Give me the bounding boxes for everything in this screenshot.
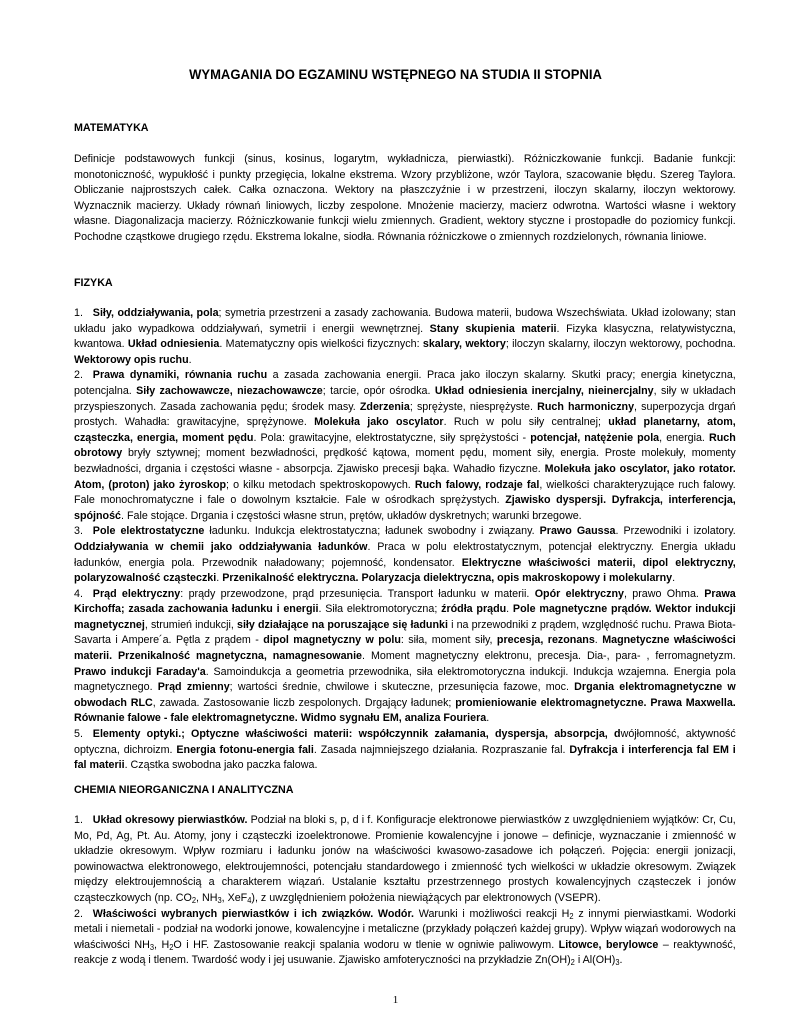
bold-term: Magnetyczne właściwości materii. Przenikalność magnetyczna, namagnesowanie <box>74 634 736 663</box>
bold-term: Energia fotonu-energia fali <box>176 743 314 756</box>
chemia-list <box>74 813 736 969</box>
bold-term: precesja, rezonans <box>496 634 595 647</box>
text-run: ładunku. Indukcja elektrostatyczna; ładunek swobodny i związany. <box>204 525 540 538</box>
bold-term: Prąd zmienny <box>157 681 230 694</box>
subscript: 2 <box>570 958 575 968</box>
text-run: . <box>188 353 192 366</box>
text-run: , superpozycja drgań prostych. Wahadła: grawitacyjne, sprężynowe. <box>74 400 736 429</box>
bold-term: Pole magnetyczne prądów. Wektor indukcji magnetycznej <box>74 603 736 631</box>
text-run: . <box>216 572 223 585</box>
text-run: . Ruch w polu siły centralnej; <box>443 416 609 429</box>
text-run: wójłomność, aktywność optyczna, dichroizm. <box>74 728 736 756</box>
section-heading-matematyka: MATEMATYKA <box>74 122 149 134</box>
item-number: 1. <box>74 307 83 319</box>
bold-term: Elektryczne właściwości materii, dipol elektryczny, polaryzowalność cząsteczki <box>74 556 736 585</box>
text-run: ; o kilku metodach spektroskopowych. <box>226 478 415 491</box>
section-heading-chemia: CHEMIA NIEORGANICZNA I ANALITYCZNA <box>74 784 294 796</box>
text-run: i na przewodniki z prądem, względność ruchu. Prawa Biota-Savarta i Ampere´a. Pętla z prądem - <box>74 618 736 647</box>
text-run: , strumień indukcji, <box>144 618 237 631</box>
item-number: 3. <box>74 525 83 538</box>
fizyka-item-2 <box>74 368 736 524</box>
text-run: , wielkości charakteryzujące ruch falowy. Fale monochromatyczne i fale o dowolnym kształcie. Fale w ośrodkach sprężystych. <box>74 478 736 507</box>
text-run: . Przewodniki i izolatory. <box>615 525 736 538</box>
item-number: 4. <box>74 587 83 600</box>
bold-term: Właściwości wybranych pierwiastków i ich związków. Wodór. <box>92 907 415 920</box>
bold-term: Pole elektrostatyczne <box>92 525 205 538</box>
item-number: 2. <box>74 907 83 920</box>
text-run: . <box>594 634 603 647</box>
bold-term: Ruch harmoniczny <box>537 400 635 413</box>
text-run: , energia. <box>659 431 709 444</box>
bold-term: Stany skupienia materii <box>429 322 557 335</box>
subscript: 4 <box>247 895 252 905</box>
subscript: 3 <box>149 942 155 952</box>
text-run: . Pola: grawitacyjne, elektrostatyczne, siły sprężystości - <box>253 431 531 444</box>
text-run: , XeF <box>221 891 248 904</box>
text-run: . Praca w polu elektrostatycznym, potencjał elektryczny. Energia układu ładunków, energia pola. Przewodnik naładowany; pojemność, kondensator. <box>74 540 736 569</box>
item-number: 2. <box>74 369 83 382</box>
bold-term: promieniowanie elektromagnetyczne. Prawa Maxwella. Równanie falowe - fale elektromagnetyczne. Widmo sygnału EM, analiza Fouriera <box>74 696 736 725</box>
text-run: . <box>486 712 490 725</box>
bold-term: siły działające na poruszające się ładunki <box>236 618 448 631</box>
bold-term: Przenikalność elektryczna. Polaryzacja dielektryczna, opis makroskopowy i molekularny <box>222 572 673 585</box>
bold-term: źródła prądu <box>441 603 507 616</box>
text-run: . Matematyczny opis wielkości fizycznych: <box>219 338 423 351</box>
bold-term: Litowce, berylowce <box>558 938 659 951</box>
bold-term: Dyfrakcja i interferencja fal EM i fal materii <box>74 743 736 772</box>
bold-term: Siły zachowawcze, niezachowawcze <box>136 384 323 397</box>
item-number: 5. <box>74 728 83 741</box>
text-run: . Samoindukcja a geometria przewodnika, siła elektromotoryczna indukcji. Indukcja wzajemna. Energia pola magnetycznego. <box>74 665 736 694</box>
bold-term: Układ okresowy pierwiastków. <box>92 814 248 826</box>
text-run: : siła, moment siły, <box>400 634 497 647</box>
text-run: Warunki i możliwości reakcji H <box>414 907 570 920</box>
text-run: , prawo Ohma. <box>623 587 705 600</box>
bold-term: Prawo indukcji Faraday'a <box>74 665 206 678</box>
bold-term: Ruch obrotowy <box>74 431 736 460</box>
subscript: 2 <box>169 942 174 952</box>
text-run: ; sprężyste, niesprężyste. <box>409 400 538 413</box>
fizyka-item-4 <box>74 587 736 727</box>
bold-term: potencjał, natężenie pola <box>530 431 660 444</box>
text-run: . Moment magnetyczny elektronu, precesja. Dia-, para- , ferromagnetyzm. <box>362 650 736 663</box>
subscript: 2 <box>191 895 197 905</box>
text-run: . <box>619 954 623 967</box>
chemia-item-2 <box>74 907 736 969</box>
matematyka-paragraph <box>74 152 736 246</box>
subscript: 3 <box>615 958 620 968</box>
bold-term: Siły, oddziaływania, pola <box>92 307 219 319</box>
text-run: ; symetria przestrzeni a zasady zachowania. Budowa materii, budowa Wszechświata. Układ izolowany; stan układu jako wypadkowa oddziaływań, symetrii i energii wewnętrznej. <box>74 307 736 335</box>
text-run: i Al(OH) <box>574 954 616 967</box>
text-run: , NH <box>196 891 218 904</box>
page-number: 1 <box>392 994 399 1006</box>
bold-term: dipol magnetyczny w polu <box>263 634 401 647</box>
page-title: WYMAGANIA DO EGZAMINU WSTĘPNEGO NA STUDIA II STOPNIA <box>189 66 602 82</box>
bold-term: Elementy optyki.; Optyczne właściwości materii: współczynnik załamania, dyspersja, absorpcja, d <box>92 728 621 741</box>
bold-term: Układ odniesienia <box>127 338 220 351</box>
chemia-item-1 <box>74 813 736 907</box>
text-run: ; tarcie, opór ośrodka. <box>322 384 435 397</box>
text-run: bryły sztywnej; moment bezwładności, prędkość kątowa, moment pędu, moment siły, energia. Proste molekuły, momenty bezwładności, drgania i częstości własne - absorpcja. Zjawisko precesji bąka. Wahadło fizyczne. <box>74 447 736 475</box>
bold-term: Molekuła jako oscylator, jako rotator. Atom, (proton) jako żyroskop <box>74 462 736 491</box>
fizyka-item-1 <box>74 306 736 368</box>
text-run: , siły w układach przyspieszonych. Zasada zachowania pędu; środek masy. <box>74 384 736 413</box>
subscript: 2 <box>569 911 574 921</box>
bold-term: Ruch falowy, rodzaje fal <box>414 478 540 491</box>
bold-term: Oddziaływania w chemii jako oddziaływania ładunków <box>74 540 368 553</box>
text-run: . Siła elektromotoryczna; <box>318 603 442 616</box>
matematyka-text: Definicje podstawowych funkcji (sinus, kosinus, logarytm, wykładnicza, pierwiastki). Różniczkowanie funkcji. Badanie funkcji: monotoniczność, wypukłość i punkty przegięcia, lokalne ekstrema. Wzory przybliżone, wzór Taylora, szacowanie błędu. Szereg Taylora. Obliczanie najprostszych całek. Całka oznaczona. Wektory na płaszczyźnie i w przestrzeni, iloczyn skalarny, iloczyn wektorowy. Wyznacznik macierzy. Układy równań liniowych, liczby zespolone. Mnożenie macierzy, macierz odwrotna. Wartości własne i wektory własne. Diagonalizacja macierzy. Różniczkowanie funkcji wielu zmiennych. Gradient, wektory styczne i prostopadłe do poziomicy funkcji. Pochodne cząstkowe drugiego rzędu. Ekstrema lokalne, siodła. Równania różniczkowe o zmiennych rozdzielonych, równania liniowe. <box>74 153 736 243</box>
text-run: ), z uwzględnieniem położenia niewiążących par elektronowych (VSEPR). <box>251 891 601 904</box>
text-run: Podział na bloki s, p, d i f. Konfiguracje elektronowe pierwiastków z uwzględnieniem wyjątków: Cr, Cu, Mo, Pd, Ag, Pt. Au. Atomy, jony i cząsteczki izoelektronowe. Promienie kowalencyjne i jonowe – definicje, wyznaczanie i zmienność w układzie okresowym. Wpływ rozmiaru i ładunku jonów na właściwości kwasowo-zasadowe ich połączeń. Pojęcia: energii jonizacji, powinowactwa elektronowego, elektroujemności, potencjału standardowego i zmienność tych wielkości w układzie okresowym. Związek między elektroujemnością a charakterem wiązań. Ustalanie kształtu przestrzennego prostych kowalencyjnych cząsteczek i jonów cząsteczkowych (np. CO <box>74 814 736 904</box>
bold-term: Zderzenia <box>359 400 410 413</box>
text-run: , zawada. Zastosowanie liczb zespolonych. Drgający ładunek; <box>152 696 456 709</box>
bold-term: Prawo Gaussa <box>539 525 616 538</box>
fizyka-item-5 <box>74 727 736 774</box>
text-run: . Cząstka swobodna jako paczka falowa. <box>124 759 318 772</box>
text-run: , H <box>154 938 170 951</box>
section-heading-fizyka: FIZYKA <box>74 277 113 289</box>
fizyka-item-3 <box>74 524 736 586</box>
subscript: 3 <box>217 895 222 905</box>
bold-term: Prawa dynamiki, równania ruchu <box>92 369 268 382</box>
item-number: 1. <box>74 814 83 826</box>
bold-term: Układ odniesienia inercjalny, nieinercjalny <box>434 384 654 397</box>
text-run: . <box>506 603 513 616</box>
text-run: . Zasada najmniejszego działania. Rozpraszanie fal. <box>313 743 570 756</box>
bold-term: Molekuła jako oscylator <box>314 416 444 429</box>
bold-term: Zjawisko dyspersji. Dyfrakcja, interferencja, spójność <box>74 494 736 522</box>
text-run: – reaktywność, reakcje z wodą i tlenem. Twardość wody i jej usuwanie. Zjawisko amfoteryczności na przykładzie Zn(OH) <box>74 938 736 967</box>
bold-term: Prąd elektryczny <box>92 587 181 600</box>
text-run: a zasada zachowania energii. Praca jako iloczyn skalarny. Skutki pracy; energia kinetyczna, potencjalna. <box>74 369 736 397</box>
text-run: ; iloczyn skalarny, iloczyn wektorowy, pochodna. <box>505 338 736 351</box>
fizyka-list <box>74 306 736 774</box>
text-run: : prądy przewodzone, prąd przesunięcia. Transport ładunku w materii. <box>180 587 535 600</box>
text-run: O i HF. Zastosowanie reakcji spalania wodoru w tlenie w ogniwie paliwowym. <box>173 938 559 951</box>
bold-term: Prawa Kirchoffa; zasada zachowania ładunku i energii <box>74 587 736 616</box>
bold-term: skalary, wektory <box>422 338 506 351</box>
bold-term: Drgania elektromagnetyczne w obwodach RLC <box>74 681 736 709</box>
text-run: ; wartości średnie, chwilowe i skuteczne, przesunięcia fazowe, moc. <box>229 681 575 694</box>
bold-term: Wektorowy opis ruchu <box>74 353 189 366</box>
text-run: z innymi pierwiastkami. Wodorki metali i niemetali - podział na wodorki jonowe, kowalencyjne i metaliczne (przykłady połączeń każdej grupy). Wpływ wiązań wodorowych na właściwości NH <box>74 907 736 951</box>
text-run: . <box>672 572 676 585</box>
text-run: . Fizyka klasyczna, relatywistyczna, kwantowa. <box>74 322 736 351</box>
text-run: . Fale stojące. Drgania i częstości własne strun, prętów, układów dyskretnych; warunki brzegowe. <box>121 509 582 522</box>
bold-term: Opór elektryczny <box>534 587 624 600</box>
bold-term: układ planetarny, atom, cząsteczka, energia, moment pędu <box>74 416 736 444</box>
